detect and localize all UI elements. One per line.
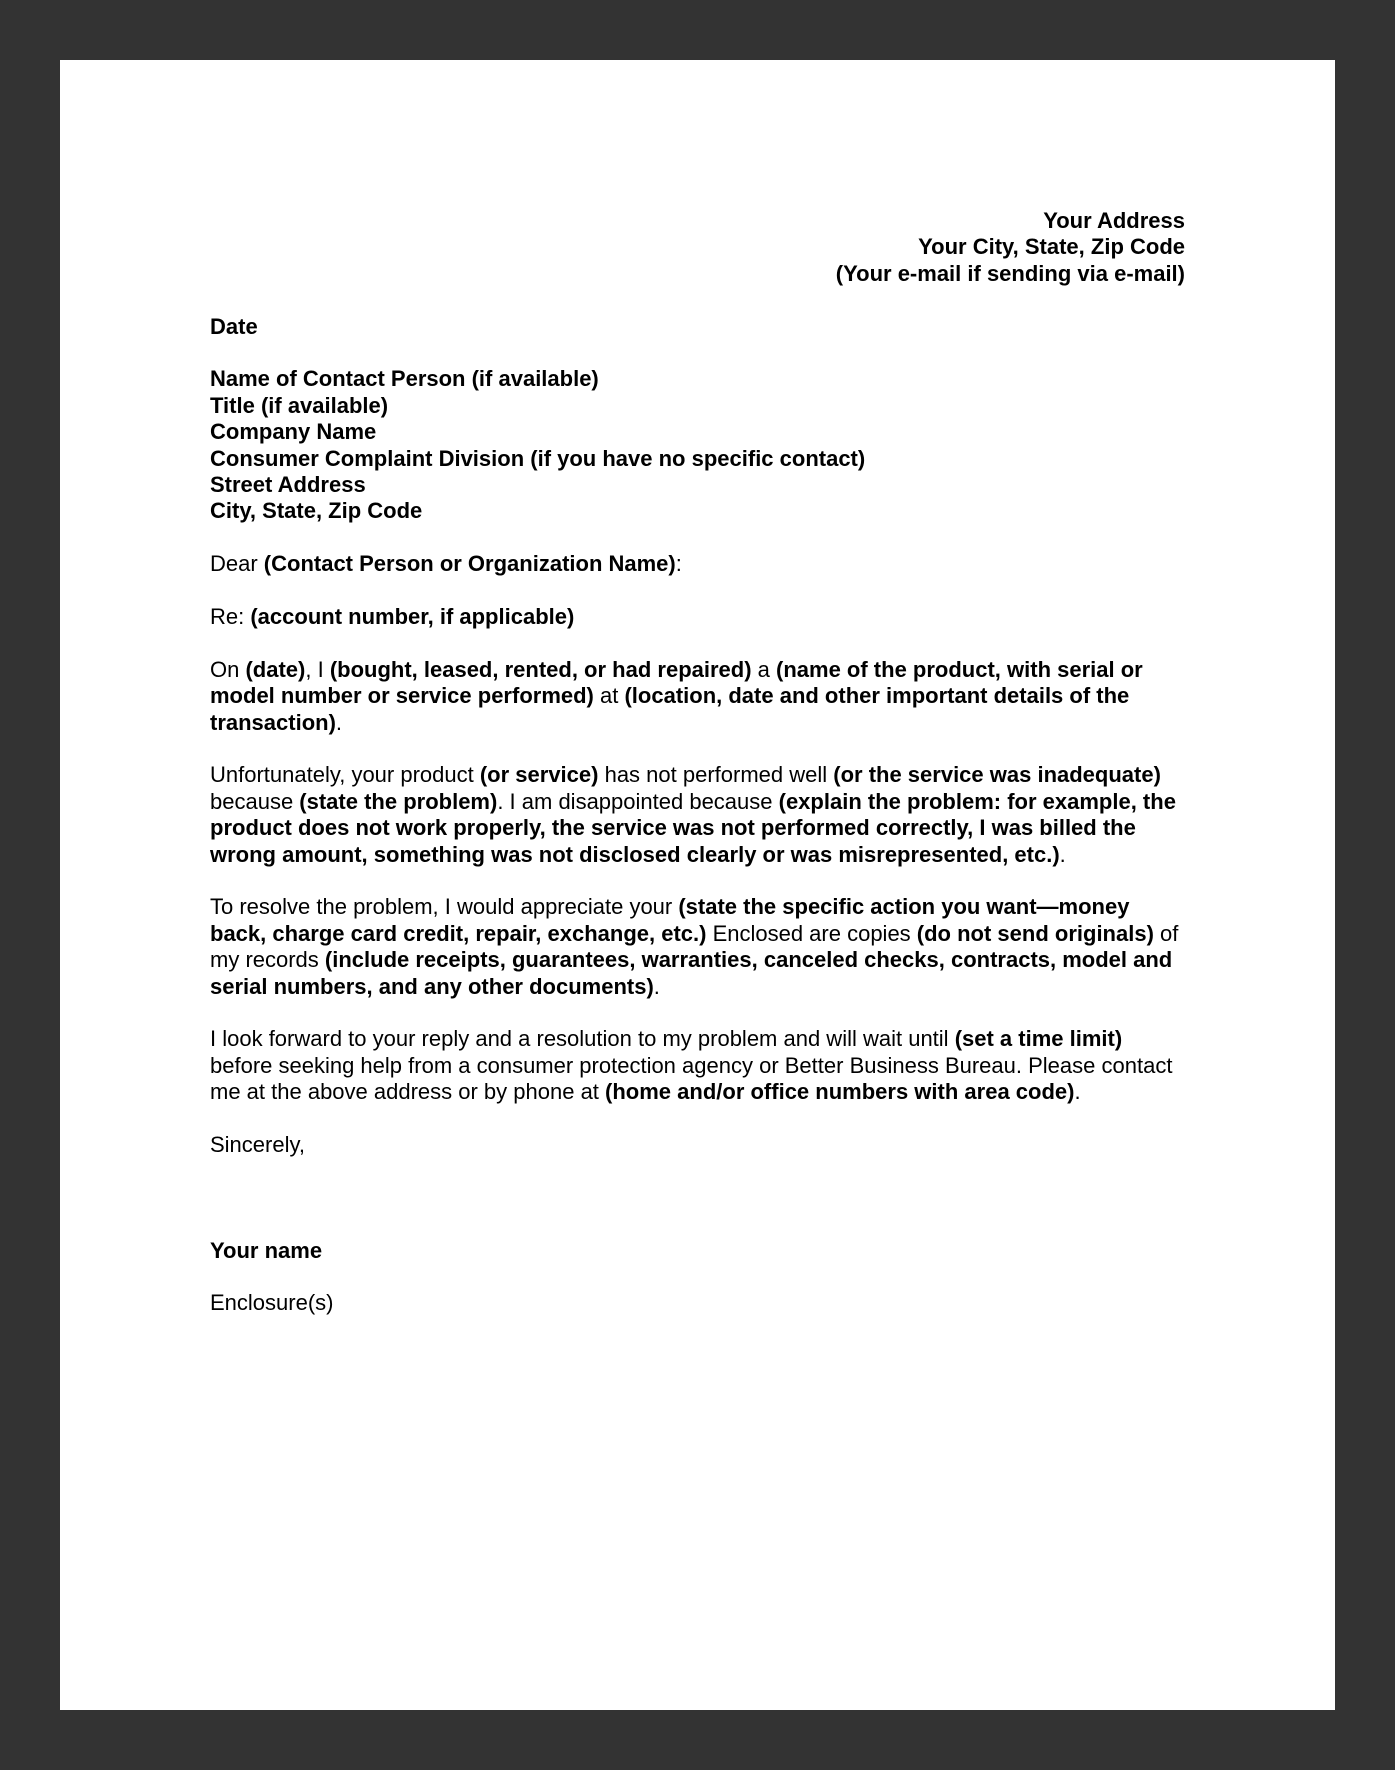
reference-line xyxy=(210,604,1185,630)
closing: Sincerely, xyxy=(210,1132,305,1158)
reference-prefix: Re: xyxy=(210,603,251,629)
placeholder-text: (home and/or office numbers with area code) xyxy=(605,1079,1075,1105)
paragraph-text: a xyxy=(751,656,777,682)
salutation-suffix: : xyxy=(675,551,682,577)
paragraph-purchase xyxy=(210,657,1185,736)
placeholder-text: (set a time limit) xyxy=(954,1026,1123,1052)
recipient-division: Consumer Complaint Division (if you have no specific contact) xyxy=(210,445,866,471)
salutation xyxy=(210,551,1185,577)
placeholder-text: (bought, leased, rented, or had repaired) xyxy=(329,656,752,682)
placeholder-text: (or the service was inadequate) xyxy=(833,762,1161,788)
paragraph-text: . xyxy=(335,709,343,735)
recipient-contact: Name of Contact Person (if available) xyxy=(210,366,599,392)
recipient-city-state-zip: City, State, Zip Code xyxy=(210,498,423,524)
placeholder-text: (or service) xyxy=(479,762,599,788)
letter-date: Date xyxy=(210,313,258,339)
paragraph-text: Enclosed are copies xyxy=(706,920,917,946)
sender-email: (Your e-mail if sending via e-mail) xyxy=(835,260,1185,286)
paragraph-follow-up xyxy=(210,1026,1185,1105)
recipient-address-block xyxy=(210,366,1185,524)
recipient-company: Company Name xyxy=(210,419,377,445)
paragraph-text: . xyxy=(1059,841,1066,867)
paragraph-text: I look forward to your reply and a resolution to my problem and will wait until xyxy=(210,1026,955,1052)
reference-value: (account number, if applicable) xyxy=(250,603,575,629)
placeholder-text: (state the problem) xyxy=(299,788,498,814)
paragraph-problem xyxy=(210,762,1185,868)
recipient-title: Title (if available) xyxy=(210,392,389,418)
paragraph-text: because xyxy=(210,788,300,814)
paragraph-text: . xyxy=(1074,1079,1081,1105)
placeholder-text: (include receipts, guarantees, warranties, canceled checks, contracts, model and serial numbers, and any other documents) xyxy=(210,947,1173,999)
recipient-street: Street Address xyxy=(210,471,366,497)
letter-page xyxy=(60,60,1335,1710)
paragraph-text: To resolve the problem, I would appreciate your xyxy=(210,894,679,920)
placeholder-text: (name of the product, with serial or model number or service performed) xyxy=(210,656,1143,709)
paragraph-text: of my records xyxy=(210,920,1179,973)
salutation-prefix: Dear xyxy=(210,551,264,577)
placeholder-text: (location, date and other important details of the transaction) xyxy=(210,683,1130,735)
enclosure-note: Enclosure(s) xyxy=(210,1290,334,1316)
sender-city-state-zip: Your City, State, Zip Code xyxy=(918,234,1185,260)
letter-content xyxy=(210,208,1185,1317)
paragraph-text: . xyxy=(653,973,660,999)
paragraph-text: . I am disappointed because xyxy=(497,788,779,814)
signature-name: Your name xyxy=(210,1237,323,1263)
placeholder-text: (explain the problem: for example, the product does not work properly, the service was not performed correctly, I was billed the wrong amount, something was not disclosed clearly or was misrepresented, etc.) xyxy=(210,788,1176,867)
paragraph-text: has not performed well xyxy=(598,762,834,788)
sender-address: Your Address xyxy=(1043,208,1185,233)
salutation-name: (Contact Person or Organization Name) xyxy=(263,551,676,577)
placeholder-text: (state the specific action you want—money back, charge card credit, repair, exchange, etc.) xyxy=(210,894,1130,946)
paragraph-text: , I xyxy=(305,656,330,682)
paragraph-text: On xyxy=(210,656,246,682)
paragraph-text: before seeking help from a consumer protection agency or Better Business Bureau. Please contact me at the above address or by phone at xyxy=(210,1052,1173,1105)
sender-address-block xyxy=(210,208,1185,287)
paragraph-text: at xyxy=(593,683,625,709)
placeholder-text: (do not send originals) xyxy=(916,920,1154,946)
paragraph-text: Unfortunately, your product xyxy=(210,762,480,788)
paragraph-resolution xyxy=(210,894,1185,1000)
placeholder-text: (date) xyxy=(245,656,306,682)
